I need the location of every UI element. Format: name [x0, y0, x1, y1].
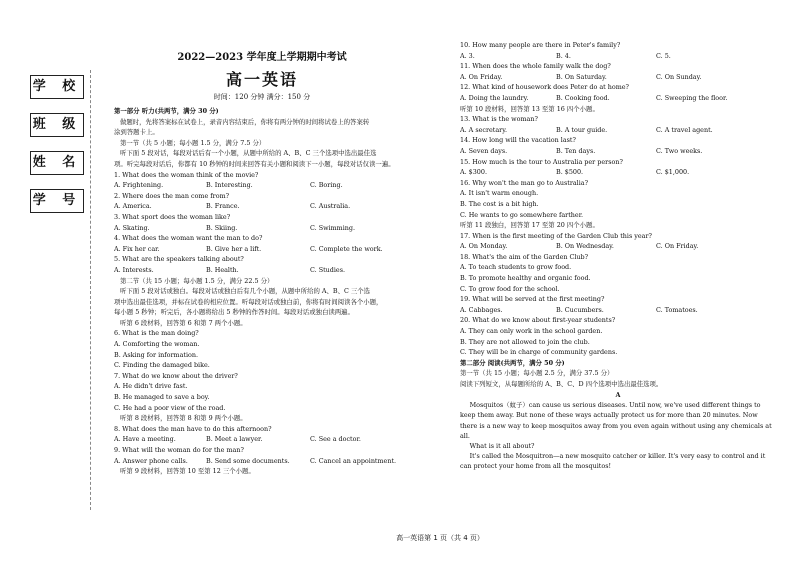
right-question-list	[460, 40, 776, 400]
question-line: B. He managed to save a boy.	[114, 393, 210, 402]
question-line: C. To grow food for the school.	[460, 284, 560, 293]
answer-option: A. Doing the laundry.	[460, 93, 529, 102]
question-line: 2. Where does the man come from?	[114, 191, 230, 200]
answer-option: A. Skating.	[114, 223, 150, 232]
answer-option: C. 5.	[656, 51, 671, 60]
question-line: 第一节（共 15 小题；每小题 2.5 分，满分 37.5 分）	[460, 369, 614, 378]
answer-option: B. Ten days.	[556, 146, 596, 155]
answer-option: A. On Friday.	[460, 72, 503, 81]
answer-option: C. See a doctor.	[310, 435, 361, 444]
answer-option: A. Fix her car.	[114, 244, 160, 253]
question-line: 9. What will the woman do for the man?	[114, 446, 244, 454]
binding-line	[90, 70, 91, 510]
question-line: A. To teach students to grow food.	[460, 263, 572, 272]
question-line: 14. How long will the vacation last?	[460, 136, 576, 145]
question-line: 18. What's the aim of the Garden Club?	[460, 252, 589, 261]
student-info-column	[30, 75, 86, 227]
question-line: A. He didn't drive fast.	[114, 382, 188, 391]
answer-option: B. Health.	[206, 265, 239, 274]
option-row	[460, 125, 776, 136]
question-line: 项中选出最佳选项，并标在试卷的相应位置。听每段对话或独白前，你将有时间阅读各个小题，	[114, 297, 383, 306]
option-row	[114, 265, 410, 276]
answer-option: C. A travel agent.	[656, 125, 713, 134]
question-line: A. They can only work in the school garden.	[460, 327, 603, 336]
answer-option: B. On Saturday.	[556, 72, 607, 81]
answer-option: A. Have a meeting.	[114, 435, 176, 444]
answer-option: A. $300.	[460, 168, 487, 177]
option-row	[114, 456, 410, 467]
question-line: 7. What do we know about the driver?	[114, 371, 238, 380]
subject-title: 高一英语	[225, 70, 298, 89]
question-line: 1. What does the woman think of the movie?	[114, 170, 259, 179]
answer-option: B. 4.	[556, 51, 571, 60]
student-id-label: 学 号	[30, 189, 84, 213]
question-line: B. To promote healthy and organic food.	[460, 274, 591, 283]
answer-option: B. Send some documents.	[206, 456, 290, 465]
answer-option: B. Meet a lawyer.	[206, 435, 263, 444]
question-line: 12. What kind of housework does Peter do at home?	[460, 83, 629, 92]
question-line: 第一节（共 5 小题；每小题 1.5 分，满分 7.5 分）	[120, 138, 266, 147]
answer-option: B. Give her a lift.	[206, 244, 262, 253]
answer-option: B. Cooking food.	[556, 93, 610, 102]
answer-option: A. 3.	[460, 51, 475, 60]
answer-option: C. $1,000.	[656, 168, 690, 177]
answer-option: B. France.	[206, 202, 240, 211]
answer-option: B. Cucumbers.	[556, 305, 604, 314]
option-row	[460, 51, 776, 62]
answer-option: A. On Monday.	[460, 242, 508, 251]
question-line: 17. When is the first meeting of the Garden Club this year?	[460, 231, 652, 240]
section-heading: 第一部分 听力(共两节，满分 30 分)	[114, 107, 219, 115]
right-column	[460, 40, 776, 472]
answer-option: A. Answer phone calls.	[114, 456, 188, 465]
passage-paragraph: What is it all about?	[469, 442, 535, 450]
question-line: 10. How many people are there in Peter's family?	[460, 41, 621, 49]
question-line: 听第 6 段材料，回答第 6 和第 7 两个小题。	[120, 318, 247, 327]
school-label: 学 校	[30, 75, 84, 99]
answer-option: C. Australia.	[310, 202, 351, 211]
answer-option: B. A tour guide.	[556, 125, 608, 134]
answer-option: B. Interesting.	[206, 181, 253, 190]
answer-option: C. Boring.	[310, 181, 343, 190]
answer-option: C. On Sunday.	[656, 72, 702, 81]
question-line: 听下面 5 段对话，每段对话后有一个小题，从题中所给的 A、B、C 三个选项中选出最佳选	[120, 149, 377, 158]
question-line: C. Finding the damaged bike.	[114, 361, 210, 370]
question-line: C. He had a poor view of the road.	[114, 403, 226, 412]
question-line: 20. What do we know about first-year students?	[460, 316, 616, 325]
question-line: A. It isn't warm enough.	[460, 189, 539, 198]
question-line: 11. When does the whole family walk the dog?	[460, 62, 611, 71]
question-line: 6. What is the man doing?	[114, 329, 199, 338]
answer-option: A. Interests.	[114, 265, 154, 274]
answer-option: C. Sweeping the floor.	[656, 93, 728, 102]
question-line: 涂到答题卡上。	[114, 128, 159, 137]
question-line: 听第 11 段独白，回答第 17 至第 20 四个小题。	[460, 221, 599, 230]
answer-option: A. A secretary.	[460, 125, 508, 134]
question-line: 15. How much is the tour to Australia per person?	[460, 157, 623, 166]
exam-meta: 时间：120 分钟 满分：150 分	[213, 93, 311, 101]
name-label: 姓 名	[30, 151, 84, 175]
answer-option: C. Complete the work.	[310, 244, 383, 253]
answer-option: A. Frightening.	[114, 181, 164, 190]
answer-option: C. Tomatoes.	[656, 305, 698, 314]
page-footer: 高一英语第 1 页（共 4 页）	[396, 534, 484, 542]
reading-passage	[460, 400, 776, 471]
answer-option: B. On Wednesday.	[556, 242, 614, 251]
left-column	[114, 40, 410, 477]
answer-option: C. Two weeks.	[656, 146, 703, 155]
question-line: 8. What does the man have to do this afternoon?	[114, 424, 272, 433]
option-row	[460, 93, 776, 104]
answer-option: C. On Friday.	[656, 242, 699, 251]
question-line: B. They are not allowed to join the club.	[460, 337, 590, 346]
exam-year-title: 2022—2023 学年度上学期期中考试	[177, 52, 347, 63]
question-line: 4. What does the woman want the man to do?	[114, 234, 263, 243]
answer-option: B. Skiing.	[206, 223, 238, 232]
question-line: A. Comforting the woman.	[114, 340, 200, 349]
question-line: C. They will be in charge of community gardens.	[460, 348, 618, 357]
option-row	[114, 223, 410, 234]
question-line: 第二节（共 15 小题；每小题 1.5 分，满分 22.5 分）	[120, 276, 274, 285]
left-question-list	[114, 106, 410, 477]
question-line: 做题时，先将答案标在试卷上，录音内容结束后，你将有两分钟的时间将试卷上的答案转	[120, 117, 370, 126]
question-line: 听第 8 段材料，回答第 8 和第 9 两个小题。	[120, 414, 247, 423]
question-line: 5. What are the speakers talking about?	[114, 255, 244, 264]
answer-option: C. Swimming.	[310, 223, 356, 232]
option-row	[460, 72, 776, 83]
class-label: 班 级	[30, 113, 84, 137]
question-line: 16. Why won't the man go to Australia?	[460, 178, 589, 187]
question-line: C. He wants to go somewhere farther.	[460, 210, 584, 219]
question-line: A	[615, 390, 621, 399]
question-line: 项。听完每段对话后，你都有 10 秒钟的时间来回答有关小题和阅读下一小题，每段对话仅读一遍。	[114, 159, 395, 168]
question-line: 阅读下列短文，从每题所给的 A、B、C、D 四个选项中选出最佳选项。	[460, 380, 663, 388]
passage-paragraph: Mosquitos（蚊子）can cause us serious diseases. Until now, we've used different things to keep them away. But none of these ways actually protect us for more than 20 minutes. Now there is a new way to keep mosquitos away from you even again without using any chemicals at all.	[460, 401, 772, 440]
answer-option: C. Cancel an appointment.	[310, 456, 397, 465]
question-line: 听第 9 段材料，回答第 10 至第 12 三个小题。	[120, 467, 255, 476]
option-row	[114, 180, 410, 191]
option-row	[460, 146, 776, 157]
section-heading: 第二部分 阅读(共两节，满分 50 分)	[460, 358, 565, 367]
question-line: 听第 10 段材料，回答第 13 至第 16 四个小题。	[460, 104, 599, 113]
question-line: B. Asking for information.	[114, 350, 199, 359]
question-line: 3. What sport does the woman like?	[114, 212, 231, 221]
question-line: 13. What is the woman?	[460, 115, 538, 124]
answer-option: A. Cabbages.	[460, 305, 503, 314]
question-line: 每小题 5 秒钟；听完后，各小题将给出 5 秒钟的作答时间。每段对话或独白读两遍。	[114, 308, 354, 317]
option-row	[114, 434, 410, 445]
option-row	[114, 244, 410, 255]
question-line: 19. What will be served at the first meeting?	[460, 295, 605, 304]
option-row	[460, 167, 776, 178]
option-row	[460, 241, 776, 252]
passage-paragraph: It's called the Mosquitron—a new mosquito catcher or killer. It's very easy to control and it can protect your home from all the mosquitos!	[460, 452, 766, 471]
option-row	[460, 305, 776, 316]
question-line: 听下面 5 段对话或独白。每段对话或独白后有几个小题，从题中所给的 A、B、C 三个选	[120, 287, 371, 296]
answer-option: A. Seven days.	[460, 146, 508, 155]
answer-option: B. $500.	[556, 168, 584, 177]
answer-option: C. Studies.	[310, 265, 346, 274]
question-line: B. The cost is a bit high.	[460, 199, 539, 208]
answer-option: A. America.	[114, 202, 152, 211]
option-row	[114, 201, 410, 212]
